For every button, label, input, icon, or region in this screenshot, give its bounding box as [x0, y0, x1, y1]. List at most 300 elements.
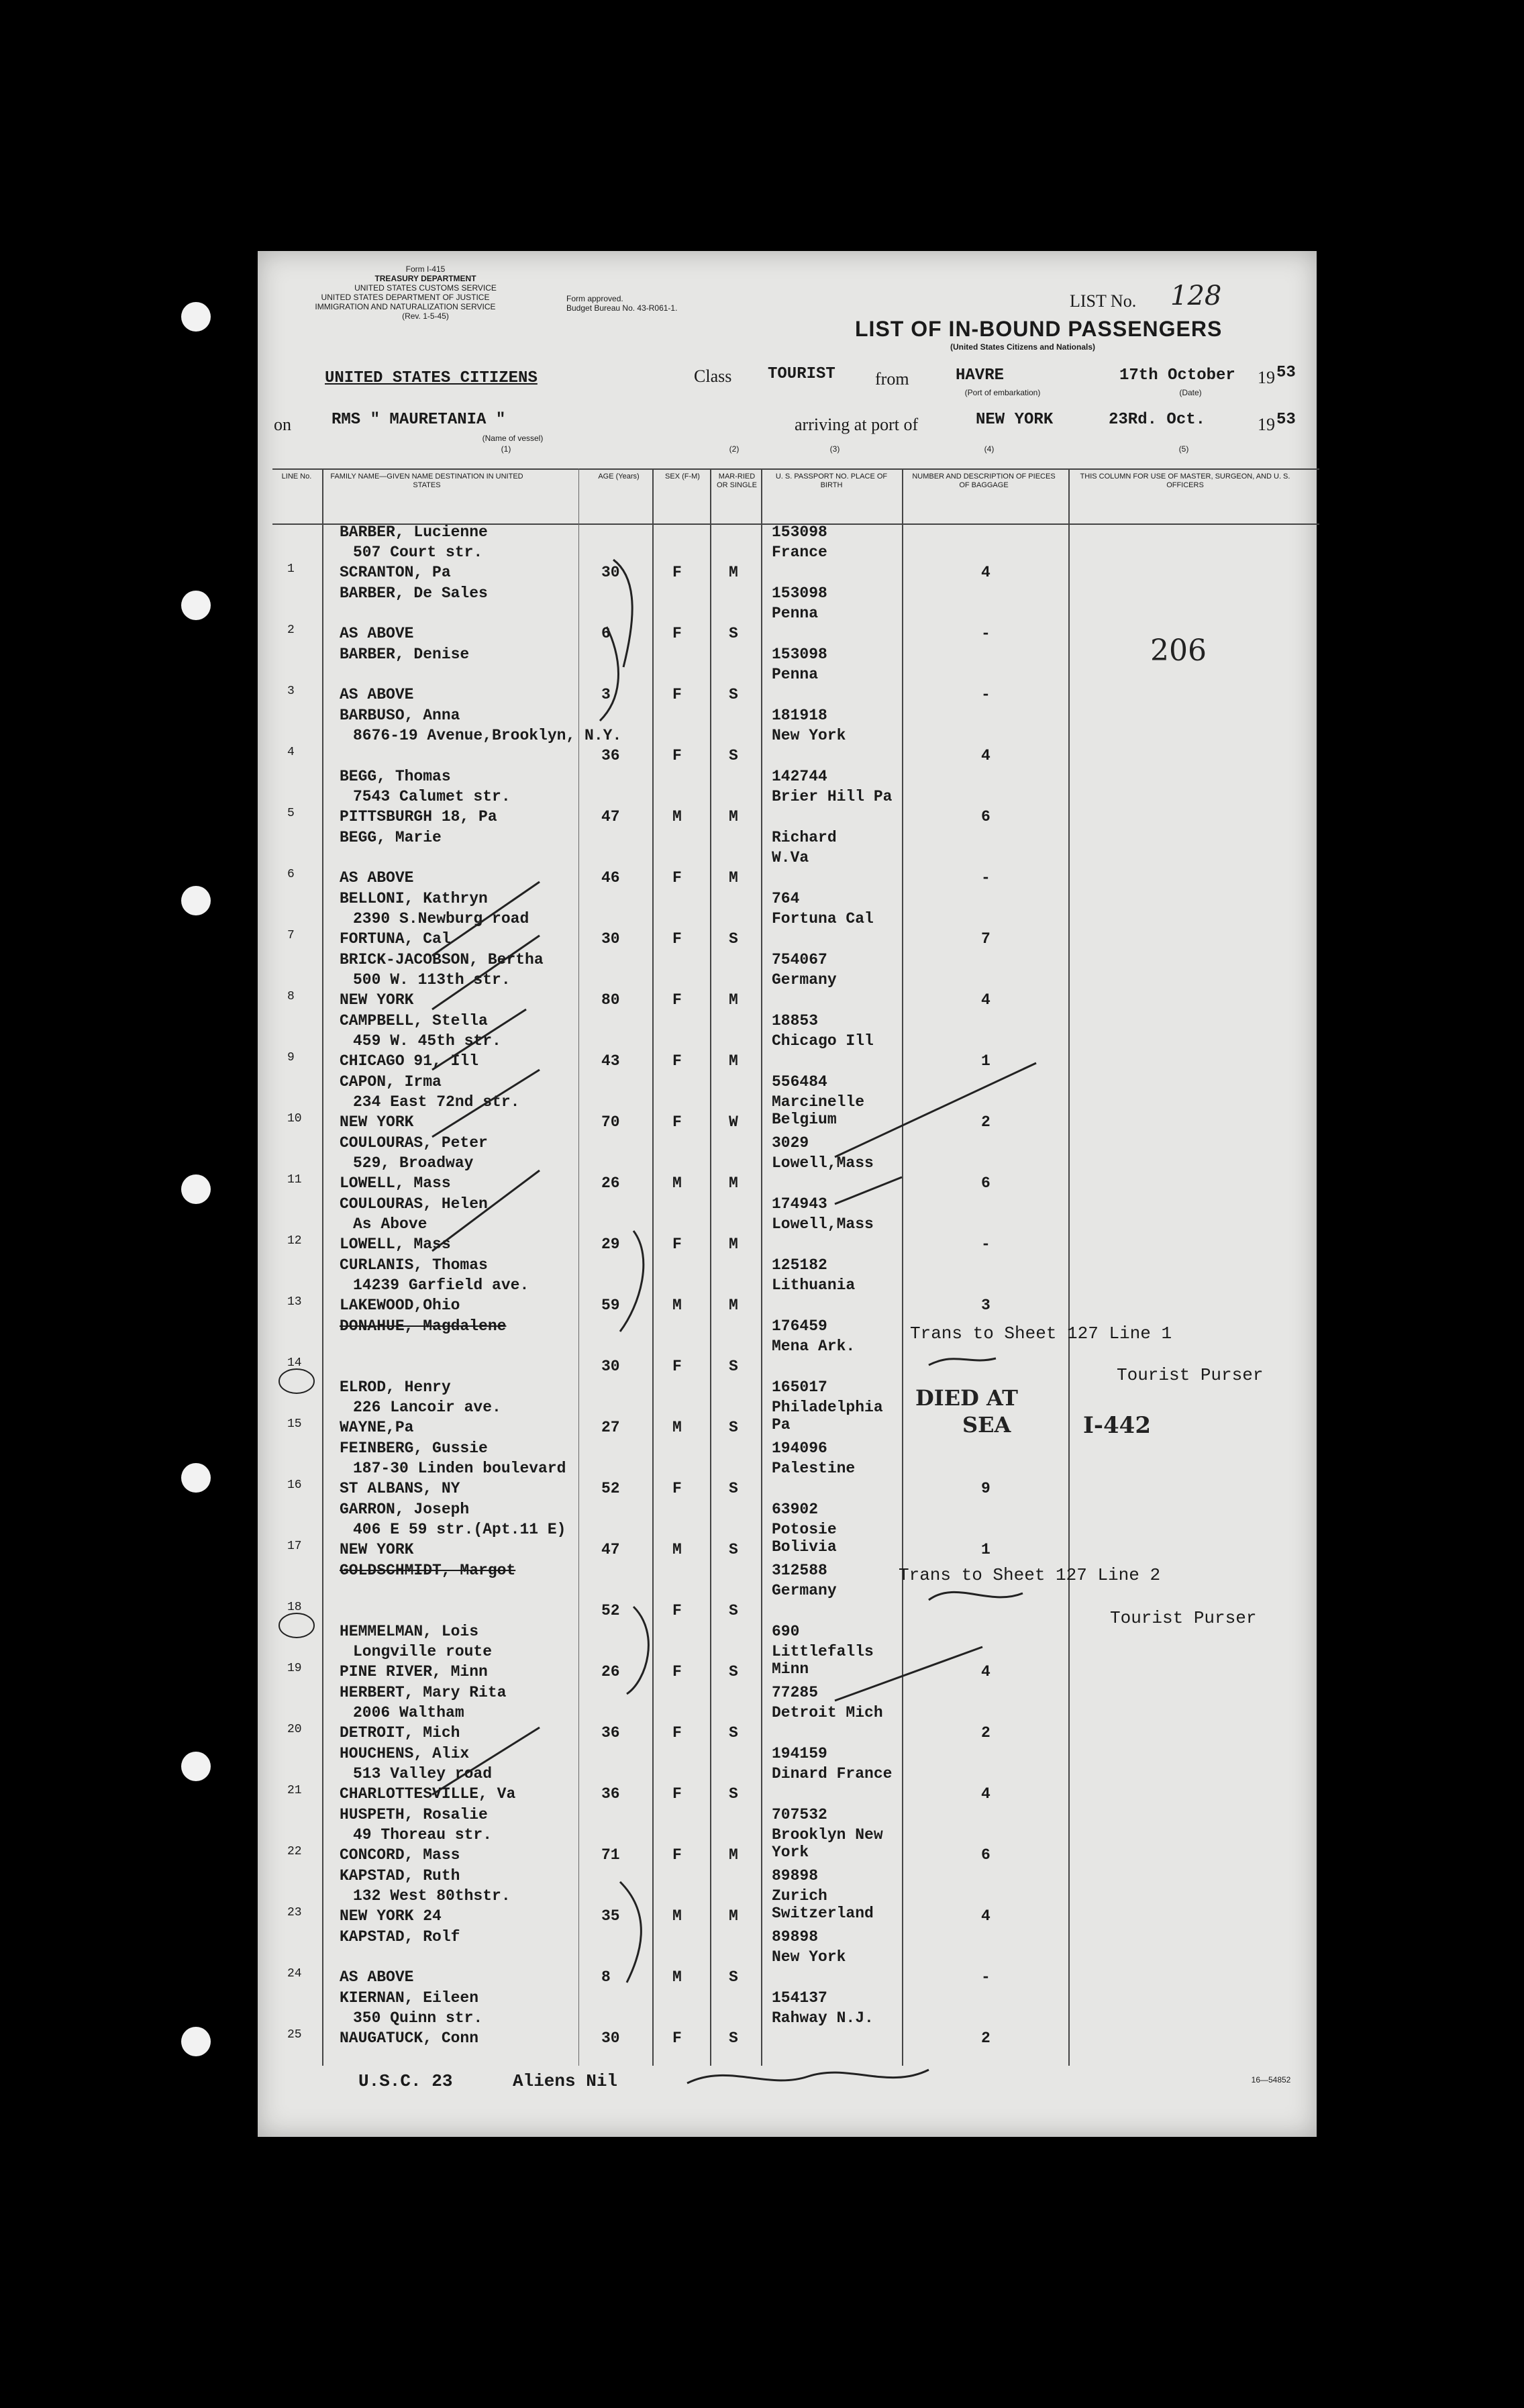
line-number: 5 [287, 807, 295, 820]
age-cell: 80 [601, 991, 620, 1009]
binder-hole [181, 1752, 211, 1781]
marital-status-cell: M [729, 1174, 738, 1192]
purser-note-2: Tourist Purser [1110, 1608, 1257, 1628]
baggage-count-cell: - [981, 1968, 990, 1986]
sex-cell: F [672, 1113, 682, 1131]
passport-number-cell: 312588 [772, 1562, 827, 1579]
form-number: Form I-415 [405, 264, 446, 274]
age-cell: 3 [601, 686, 611, 703]
passenger-name: FEINBERG, Gussie [340, 1440, 488, 1457]
age-cell: 30 [601, 1358, 620, 1375]
age-cell: 47 [601, 1541, 620, 1558]
place-of-birth-cell: New York [772, 1948, 846, 1966]
baggage-count-cell: - [981, 869, 990, 887]
passport-number-cell: 707532 [772, 1806, 827, 1823]
address-line-1: 406 E 59 str.(Apt.11 E) [353, 1521, 566, 1538]
check-mark [600, 627, 619, 721]
check-mark [432, 882, 540, 956]
binder-hole [181, 1463, 211, 1493]
binder-hole [181, 1174, 211, 1204]
address-line-2: ST ALBANS, NY [340, 1480, 460, 1497]
address-line-2: LOWELL, Mass [340, 1174, 451, 1192]
sex-cell: F [672, 564, 682, 581]
marital-status-cell: M [729, 1236, 738, 1253]
baggage-count-cell: 1 [981, 1052, 990, 1070]
marital-status-cell: S [729, 1419, 738, 1436]
sex-cell: M [672, 1174, 682, 1192]
marital-status-cell: S [729, 1541, 738, 1558]
sex-cell: F [672, 1480, 682, 1497]
arriving-label: arriving at port of [795, 415, 919, 434]
header-age: AGE (Years) [598, 472, 640, 481]
age-cell: 52 [601, 1480, 620, 1497]
side-number: 206 [1150, 634, 1207, 668]
passenger-name: CAPON, Irma [340, 1073, 442, 1091]
purser-note-1: Tourist Purser [1117, 1365, 1264, 1385]
sex-cell: F [672, 1785, 682, 1803]
place-of-birth-cell: Penna [772, 666, 819, 683]
age-cell: 59 [601, 1297, 620, 1314]
place-of-birth-cell: Philadelphia Pa [772, 1399, 883, 1434]
age-cell: 26 [601, 1663, 620, 1680]
place-of-birth-cell: Detroit Mich [772, 1704, 883, 1721]
transfer-note-1: Trans to Sheet 127 Line 1 [910, 1323, 1172, 1344]
port-embarkation-caption: (Port of embarkation) [964, 388, 1041, 397]
sex-cell: F [672, 991, 682, 1009]
marital-status-cell: S [729, 1358, 738, 1375]
address-line-2: AS ABOVE [340, 686, 414, 703]
line-number: 2 [287, 623, 295, 637]
check-mark [432, 1170, 540, 1251]
age-cell: 30 [601, 930, 620, 948]
signature-1 [929, 1358, 996, 1365]
address-line-2: CHICAGO 91, Ill [340, 1052, 479, 1070]
marital-status-cell: S [729, 930, 738, 948]
passport-number-cell: 764 [772, 890, 800, 907]
passport-number-cell: 194159 [772, 1745, 827, 1762]
sex-cell: M [672, 1968, 682, 1986]
line-number: 17 [287, 1540, 302, 1553]
passenger-name: KIERNAN, Eileen [340, 1989, 479, 2007]
sex-cell: M [672, 808, 682, 825]
passenger-name: BARBER, De Sales [340, 585, 488, 602]
passport-number-cell: 176459 [772, 1317, 827, 1335]
line-number: 21 [287, 1784, 302, 1797]
marital-status-cell: S [729, 747, 738, 764]
bottom-signature [687, 2070, 929, 2083]
passenger-name: HERBERT, Mary Rita [340, 1684, 507, 1701]
address-line-2: LOWELL, Mass [340, 1236, 451, 1253]
col-num-3: (3) [829, 444, 840, 454]
document-title: LIST OF IN-BOUND PASSENGERS [855, 317, 1223, 341]
marital-status-cell: S [729, 625, 738, 642]
age-cell: 35 [601, 1907, 620, 1925]
place-of-birth-cell: Brooklyn New York [772, 1826, 883, 1861]
address-line-1: As Above [353, 1215, 427, 1233]
place-of-birth-cell: Lowell,Mass [772, 1154, 874, 1172]
marital-status-cell: M [729, 1907, 738, 1925]
place-of-birth-cell: Zurich Switzerland [772, 1887, 874, 1922]
marital-status-cell: M [729, 991, 738, 1009]
passenger-name: BARBER, Lucienne [340, 523, 488, 541]
marital-status-cell: S [729, 2029, 738, 2047]
passport-number-cell: 690 [772, 1623, 800, 1640]
baggage-count-cell: - [981, 1236, 990, 1253]
footer-aliens: Aliens Nil [513, 2071, 618, 2091]
baggage-count-cell: 4 [981, 991, 990, 1009]
marital-status-cell: S [729, 1602, 738, 1619]
age-cell: 29 [601, 1236, 620, 1253]
sex-cell: F [672, 869, 682, 887]
line-number: 23 [287, 1906, 302, 1919]
class-label: Class [694, 366, 732, 386]
vessel-caption: (Name of vessel) [482, 434, 544, 443]
age-cell: 70 [601, 1113, 620, 1131]
header-baggage: NUMBER AND DESCRIPTION OF PIECES OF BAGGAGE [912, 472, 1056, 489]
passport-number-cell: 165017 [772, 1378, 827, 1396]
address-line-1: 226 Lancoir ave. [353, 1399, 501, 1416]
age-cell: 30 [601, 2029, 620, 2047]
died-note: DIED AT [915, 1385, 1018, 1411]
passport-number-cell: 153098 [772, 646, 827, 663]
sex-cell: F [672, 747, 682, 764]
passport-number-cell: 153098 [772, 585, 827, 602]
check-mark [627, 1607, 648, 1694]
place-of-birth-cell: Penna [772, 605, 819, 622]
place-of-birth-cell: Mena Ark. [772, 1338, 856, 1355]
baggage-count-cell: 4 [981, 1785, 990, 1803]
passenger-name: HOUCHENS, Alix [340, 1745, 470, 1762]
passport-number-cell: 89898 [772, 1867, 819, 1885]
place-of-birth-cell: Germany [772, 971, 837, 989]
address-line-2: NEW YORK [340, 1541, 414, 1558]
list-number: 128 [1170, 281, 1222, 311]
line-number: 8 [287, 990, 295, 1003]
passenger-name: COULOURAS, Helen [340, 1195, 488, 1213]
passport-number-cell: 18853 [772, 1012, 819, 1030]
baggage-count-cell: 1 [981, 1541, 990, 1558]
sex-cell: M [672, 1541, 682, 1558]
sex-cell: F [672, 2029, 682, 2047]
passport-number-cell: 194096 [772, 1440, 827, 1457]
address-line-1: 513 Valley road [353, 1765, 493, 1783]
passenger-name: KAPSTAD, Ruth [340, 1867, 460, 1885]
sex-cell: F [672, 1846, 682, 1864]
manifest-sheet [258, 251, 1317, 2137]
passport-number-cell: Richard [772, 829, 837, 846]
port-of-embarkation: HAVRE [956, 366, 1005, 385]
address-line-1: 8676-19 Avenue,Brooklyn, N.Y. [353, 727, 622, 744]
baggage-count-cell: 6 [981, 1846, 990, 1864]
passenger-name: BARBER, Denise [340, 646, 470, 663]
sex-cell: F [672, 930, 682, 948]
passport-number-cell: 125182 [772, 1256, 827, 1274]
passport-number-cell: 153098 [772, 523, 827, 541]
binder-hole [181, 591, 211, 620]
age-cell: 30 [601, 564, 620, 581]
place-of-birth-cell: France [772, 544, 827, 561]
line-number: 24 [287, 1967, 302, 1980]
line-number: 9 [287, 1051, 295, 1064]
address-line-1: 234 East 72nd str. [353, 1093, 520, 1111]
place-of-birth-cell: Dinard France [772, 1765, 893, 1783]
sex-cell: M [672, 1419, 682, 1436]
passenger-name: GOLDSCHMIDT, Margot [340, 1562, 516, 1579]
place-of-birth-cell: W.Va [772, 849, 809, 866]
line-number: 11 [287, 1173, 302, 1187]
passenger-name: BELLONI, Kathryn [340, 890, 488, 907]
passenger-name: CAMPBELL, Stella [340, 1012, 488, 1030]
budget-bureau: Budget Bureau No. 43-R061-1. [566, 303, 678, 313]
transfer-note-2: Trans to Sheet 127 Line 2 [899, 1565, 1161, 1585]
passenger-name: HEMMELMAN, Lois [340, 1623, 479, 1640]
age-cell: 43 [601, 1052, 620, 1070]
marital-status-cell: M [729, 869, 738, 887]
address-line-2: LAKEWOOD,Ohio [340, 1297, 460, 1314]
place-of-birth-cell: Fortuna Cal [772, 910, 874, 927]
sex-cell: M [672, 1907, 682, 1925]
marital-status-cell: M [729, 808, 738, 825]
place-of-birth-cell: Lithuania [772, 1276, 856, 1294]
place-of-birth-cell: Chicago Ill [772, 1032, 874, 1050]
signature-2 [929, 1592, 1023, 1600]
age-cell: 27 [601, 1419, 620, 1436]
passenger-name: BEGG, Marie [340, 829, 442, 846]
marital-status-cell: S [729, 1480, 738, 1497]
address-line-2: NEW YORK 24 [340, 1907, 442, 1925]
place-of-birth-cell: Potosie Bolivia [772, 1521, 837, 1556]
passenger-name: HUSPETH, Rosalie [340, 1806, 488, 1823]
baggage-count-cell: 6 [981, 1174, 990, 1192]
line-number: 10 [287, 1112, 302, 1125]
baggage-count-cell: 2 [981, 2029, 990, 2047]
address-line-1: 187-30 Linden boulevard [353, 1460, 566, 1477]
passenger-name: BARBUSO, Anna [340, 707, 460, 724]
line-number: 12 [287, 1234, 302, 1248]
embarkation-year: 53 [1276, 364, 1296, 382]
baggage-count-cell: 9 [981, 1480, 990, 1497]
address-line-2: NEW YORK [340, 991, 414, 1009]
date-caption: (Date) [1179, 388, 1202, 397]
list-no-label: LIST No. [1070, 291, 1137, 311]
document-subtitle: (United States Citizens and Nationals) [950, 342, 1096, 352]
sex-cell: F [672, 625, 682, 642]
address-line-1: 14239 Garfield ave. [353, 1276, 529, 1294]
address-line-1: Longville route [353, 1643, 493, 1660]
address-line-1: 459 W. 45th str. [353, 1032, 501, 1050]
sex-cell: F [672, 686, 682, 703]
passport-number-cell: 63902 [772, 1501, 819, 1518]
place-of-birth-cell: Palestine [772, 1460, 856, 1477]
check-mark [620, 1882, 641, 1983]
line-number: 20 [287, 1723, 302, 1736]
line-number: 15 [287, 1417, 302, 1431]
form-i442-note: I-442 [1083, 1412, 1151, 1439]
header-passport: U. S. PASSPORT NO. PLACE OF BIRTH [775, 472, 888, 489]
age-cell: 36 [601, 1724, 620, 1742]
address-line-2: PITTSBURGH 18, Pa [340, 808, 497, 825]
passport-number-cell: 77285 [772, 1684, 819, 1701]
marital-status-cell: M [729, 1846, 738, 1864]
line-number: 1 [287, 562, 295, 576]
footer-form-code: 16—54852 [1251, 2075, 1291, 2085]
age-cell: 36 [601, 1785, 620, 1803]
baggage-count-cell: 3 [981, 1297, 990, 1314]
baggage-count-cell: 4 [981, 1907, 990, 1925]
marital-status-cell: W [729, 1113, 738, 1131]
address-line-1: 7543 Calumet str. [353, 788, 511, 805]
form-approved: Form approved. [566, 294, 623, 303]
address-line-2: NEW YORK [340, 1113, 414, 1131]
place-of-birth-cell: Littlefalls Minn [772, 1643, 874, 1678]
line-number: 16 [287, 1478, 302, 1492]
address-line-2: AS ABOVE [340, 625, 414, 642]
address-line-1: 350 Quinn str. [353, 2009, 483, 2027]
baggage-count-cell: 2 [981, 1113, 990, 1131]
place-of-birth-cell: Marcinelle Belgium [772, 1093, 865, 1128]
binder-hole [181, 302, 211, 332]
line-number: 19 [287, 1662, 302, 1675]
sea-note: SEA [962, 1412, 1011, 1438]
header-officers: THIS COLUMN FOR USE OF MASTER, SURGEON, AND U. S. OFFICERS [1080, 472, 1290, 489]
header-married: MAR-RIED OR SINGLE [717, 472, 757, 489]
col-num-2: (2) [729, 444, 740, 454]
address-line-1: 2006 Waltham [353, 1704, 464, 1721]
col-num-1: (1) [501, 444, 511, 454]
from-label: from [875, 369, 909, 389]
address-line-2: AS ABOVE [340, 869, 414, 887]
passenger-name: BEGG, Thomas [340, 768, 451, 785]
line-number: 18 [287, 1601, 302, 1614]
header-name: FAMILY NAME—GIVEN NAME DESTINATION IN UNITED STATES [330, 472, 523, 489]
check-mark [432, 936, 540, 1009]
marital-status-cell: M [729, 564, 738, 581]
line-number: 25 [287, 2028, 302, 2042]
age-cell: 46 [601, 869, 620, 887]
address-line-2: CHARLOTTESVILLE, Va [340, 1785, 516, 1803]
line-number: 3 [287, 685, 295, 698]
passenger-name: BRICK-JACOBSON, Bertha [340, 951, 544, 968]
address-line-1: 49 Thoreau str. [353, 1826, 493, 1844]
baggage-count-cell: - [981, 625, 990, 642]
check-mark [432, 1009, 526, 1070]
passport-number-cell: 142744 [772, 768, 827, 785]
class-value: TOURIST [768, 365, 835, 383]
place-of-birth-cell: Brier Hill Pa [772, 788, 893, 805]
handwritten-marks [258, 251, 1317, 2137]
binder-hole [181, 886, 211, 915]
baggage-count-cell: 4 [981, 747, 990, 764]
age-cell: 71 [601, 1846, 620, 1864]
sex-cell: F [672, 1052, 682, 1070]
marital-status-cell: M [729, 1297, 738, 1314]
passport-number-cell: 3029 [772, 1134, 809, 1152]
sex-cell: M [672, 1297, 682, 1314]
on-label: on [274, 415, 291, 434]
check-mark [432, 1070, 540, 1137]
line-number: 6 [287, 868, 295, 881]
marital-status-cell: S [729, 1968, 738, 1986]
col-num-5: (5) [1178, 444, 1189, 454]
place-of-birth-cell: Germany [772, 1582, 837, 1599]
age-cell: 36 [601, 747, 620, 764]
circled-line-18 [279, 1613, 314, 1638]
baggage-count-cell: 6 [981, 808, 990, 825]
passenger-name: GARRON, Joseph [340, 1501, 470, 1518]
address-line-2: SCRANTON, Pa [340, 564, 451, 581]
address-line-2: WAYNE,Pa [340, 1419, 414, 1436]
marital-status-cell: S [729, 1724, 738, 1742]
passport-number-cell: 174943 [772, 1195, 827, 1213]
passenger-name: COULOURAS, Peter [340, 1134, 488, 1152]
age-cell: 47 [601, 808, 620, 825]
passenger-name: ELROD, Henry [340, 1378, 451, 1396]
embarkation-date: 17th October [1119, 366, 1235, 385]
line-number: 13 [287, 1295, 302, 1309]
vessel-name: RMS " MAURETANIA " [332, 411, 506, 429]
header-sex: SEX (F-M) [665, 472, 700, 481]
passenger-name: KAPSTAD, Rolf [340, 1928, 460, 1946]
check-mark [835, 1063, 1036, 1157]
marital-status-cell: M [729, 1052, 738, 1070]
sex-cell: F [672, 1663, 682, 1680]
age-cell: 6 [601, 625, 611, 642]
age-cell: 52 [601, 1602, 620, 1619]
circled-line-14 [279, 1369, 314, 1393]
age-cell: 26 [601, 1174, 620, 1192]
address-line-1: 529, Broadway [353, 1154, 474, 1172]
place-of-birth-cell: Rahway N.J. [772, 2009, 874, 2027]
line-number: 14 [287, 1356, 302, 1370]
address-line-1: 2390 S.Newburg road [353, 910, 529, 927]
address-line-2: NAUGATUCK, Conn [340, 2029, 479, 2047]
marital-status-cell: S [729, 1663, 738, 1680]
passport-number-cell: 181918 [772, 707, 827, 724]
sex-cell: F [672, 1358, 682, 1375]
arrival-date: 23Rd. Oct. [1109, 411, 1206, 429]
line-number: 4 [287, 746, 295, 759]
form-revision: (Rev. 1-5-45) [402, 311, 449, 321]
baggage-count-cell: 7 [981, 930, 990, 948]
address-line-1: 507 Court str. [353, 544, 483, 561]
sex-cell: F [672, 1236, 682, 1253]
address-line-2: PINE RIVER, Minn [340, 1663, 488, 1680]
baggage-count-cell: - [981, 686, 990, 703]
check-mark [835, 1177, 902, 1204]
address-line-2: AS ABOVE [340, 1968, 414, 1986]
check-mark [835, 1647, 982, 1701]
line-number: 22 [287, 1845, 302, 1858]
check-mark [432, 1727, 540, 1795]
check-mark [620, 1231, 644, 1332]
address-line-1: 132 West 80thstr. [353, 1887, 511, 1905]
marital-status-cell: S [729, 1785, 738, 1803]
arrival-year: 53 [1276, 411, 1296, 429]
arrival-port: NEW YORK [976, 411, 1054, 429]
place-of-birth-cell: Lowell,Mass [772, 1215, 874, 1233]
dept-justice: UNITED STATES DEPARTMENT OF JUSTICE [321, 293, 490, 302]
passport-number-cell: 89898 [772, 1928, 819, 1946]
marital-status-cell: S [729, 686, 738, 703]
baggage-count-cell: 4 [981, 564, 990, 581]
footer-usc: U.S.C. 23 [358, 2071, 453, 2091]
baggage-count-cell: 4 [981, 1663, 990, 1680]
address-line-1: 500 W. 113th str. [353, 971, 511, 989]
header-line-no: LINE No. [281, 472, 312, 481]
place-of-birth-cell: New York [772, 727, 846, 744]
sex-cell: F [672, 1602, 682, 1619]
line-number: 7 [287, 929, 295, 942]
